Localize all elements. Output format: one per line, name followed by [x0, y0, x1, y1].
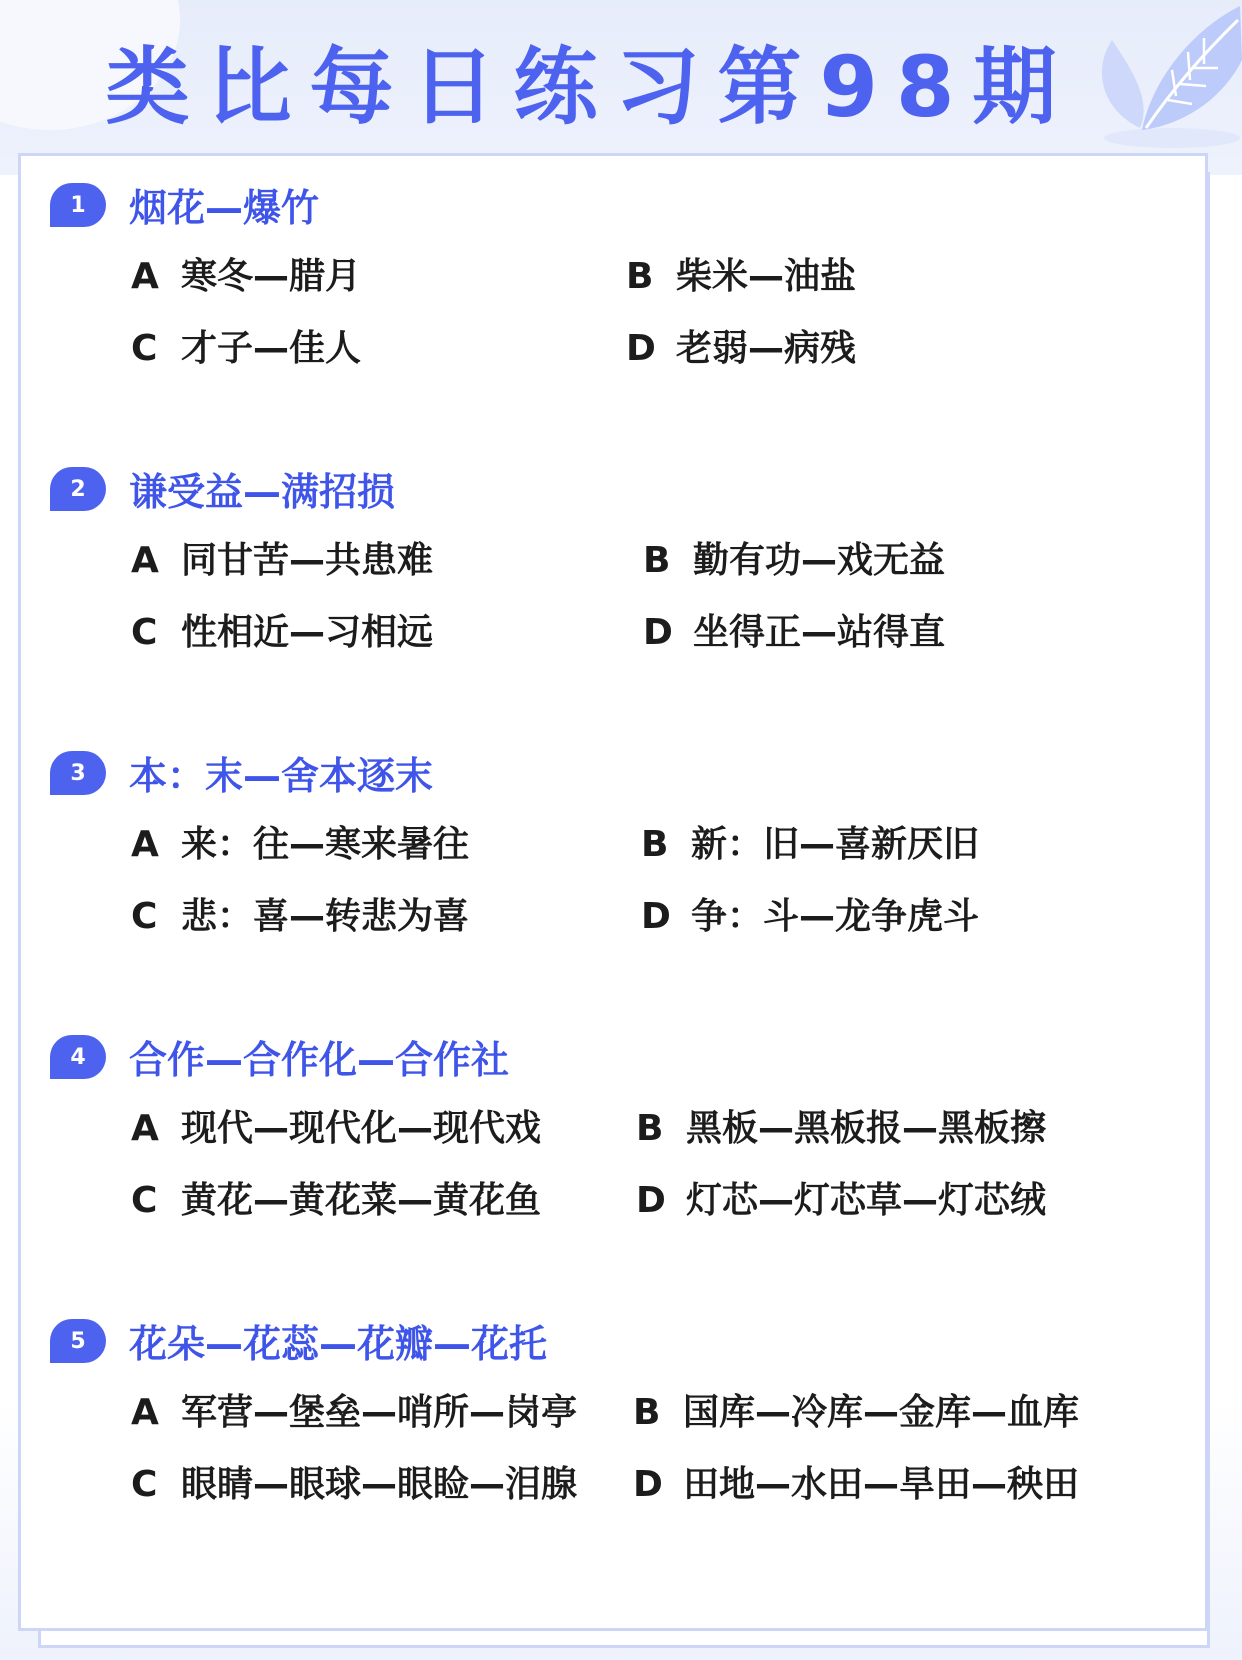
- option-text: 性相近—习相远: [181, 612, 434, 653]
- option-text: 来：往—寒来暑往: [181, 824, 470, 865]
- option-letter: A: [131, 1108, 159, 1149]
- option-letter: B: [626, 256, 654, 297]
- option-a: [131, 816, 469, 867]
- option-letter: B: [633, 1392, 661, 1433]
- option-letter: C: [131, 612, 158, 653]
- option-text: 同甘苦—共患难: [181, 540, 434, 581]
- question-card: [18, 153, 1208, 1631]
- option-text: 灯芯—灯芯草—灯芯绒: [686, 1180, 1047, 1221]
- question-stem: 花朵—花蕊—花瓣—花托: [129, 1322, 548, 1366]
- option-b: [636, 1100, 1046, 1151]
- option-text: 柴米—油盐: [676, 256, 857, 297]
- question-number-badge: 4: [50, 1035, 106, 1079]
- option-a: [131, 1100, 541, 1151]
- page-title: 类比每日练习第98期: [105, 38, 1075, 136]
- option-c: [131, 1456, 577, 1507]
- question-stem: 合作—合作化—合作社: [129, 1038, 510, 1082]
- option-b: [633, 1384, 1079, 1435]
- question-number-badge: 2: [50, 467, 106, 511]
- option-letter: A: [131, 256, 159, 297]
- option-c: [131, 320, 361, 371]
- option-text: 军营—堡垒—哨所—岗亭: [181, 1392, 578, 1433]
- option-letter: C: [131, 1464, 158, 1505]
- option-text: 黄花—黄花菜—黄花鱼: [181, 1180, 542, 1221]
- option-text: 才子—佳人: [181, 328, 362, 369]
- option-text: 国库—冷库—金库—血库: [683, 1392, 1080, 1433]
- option-b: [641, 816, 979, 867]
- option-text: 老弱—病残: [676, 328, 857, 369]
- option-text: 勤有功—戏无益: [693, 540, 946, 581]
- option-letter: C: [131, 328, 158, 369]
- question-stem: 谦受益—满招损: [129, 470, 396, 514]
- question-stem: 本：末—舍本逐末: [129, 754, 434, 798]
- option-letter: C: [131, 896, 158, 937]
- question-number-badge: 5: [50, 1319, 106, 1363]
- option-text: 寒冬—腊月: [181, 256, 362, 297]
- option-d: [633, 1456, 1079, 1507]
- option-text: 新：旧—喜新厌旧: [691, 824, 980, 865]
- option-text: 争：斗—龙争虎斗: [691, 896, 980, 937]
- option-letter: B: [641, 824, 669, 865]
- question-stem: 烟花—爆竹: [129, 186, 320, 230]
- option-d: [636, 1172, 1046, 1223]
- option-letter: B: [643, 540, 671, 581]
- option-a: [131, 248, 361, 299]
- option-a: [131, 532, 433, 583]
- option-letter: D: [633, 1464, 663, 1505]
- option-d: [643, 604, 945, 655]
- option-letter: D: [636, 1180, 666, 1221]
- option-letter: D: [626, 328, 656, 369]
- option-letter: A: [131, 1392, 159, 1433]
- option-text: 眼睛—眼球—眼睑—泪腺: [181, 1464, 578, 1505]
- question-number-badge: 1: [50, 183, 106, 227]
- option-a: [131, 1384, 577, 1435]
- option-text: 悲：喜—转悲为喜: [181, 896, 470, 937]
- option-letter: C: [131, 1180, 158, 1221]
- option-d: [626, 320, 856, 371]
- option-text: 田地—水田—旱田—秧田: [683, 1464, 1080, 1505]
- option-letter: B: [636, 1108, 664, 1149]
- option-b: [626, 248, 856, 299]
- option-text: 坐得正—站得直: [693, 612, 946, 653]
- option-letter: A: [131, 540, 159, 581]
- option-letter: D: [641, 896, 671, 937]
- option-b: [643, 532, 945, 583]
- option-d: [641, 888, 979, 939]
- option-c: [131, 1172, 541, 1223]
- option-letter: D: [643, 612, 673, 653]
- option-text: 现代—现代化—现代戏: [181, 1108, 542, 1149]
- option-letter: A: [131, 824, 159, 865]
- option-c: [131, 888, 469, 939]
- option-c: [131, 604, 433, 655]
- question-number-badge: 3: [50, 751, 106, 795]
- option-text: 黑板—黑板报—黑板擦: [686, 1108, 1047, 1149]
